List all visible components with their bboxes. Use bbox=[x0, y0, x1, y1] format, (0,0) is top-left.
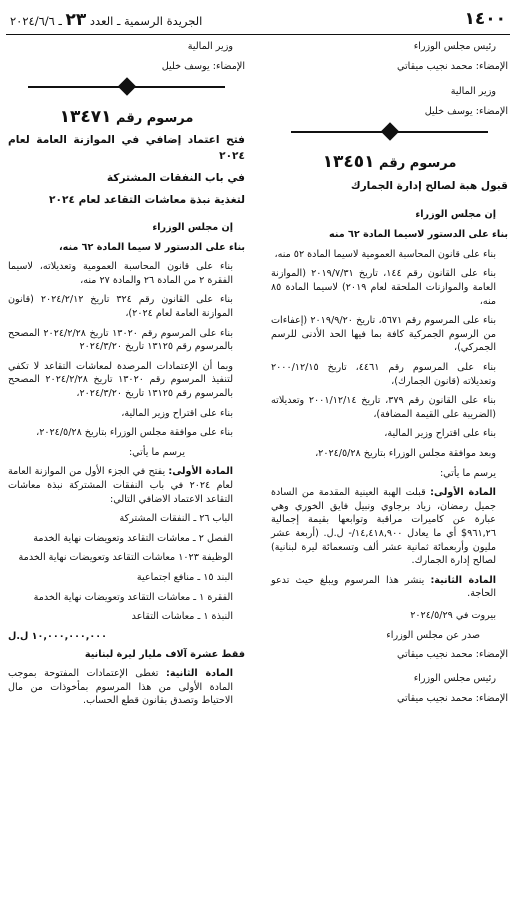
signature-title: وزير المالية bbox=[187, 41, 233, 52]
decree-title bbox=[8, 105, 245, 129]
preamble-paragraph: بناء على المرسوم رقم ١٣٠٢٠ تاريخ ٢٠٢٤/٢/٢٨ المصحح بالمرسوم رقم ١٣١٢٥ تاريخ ٢٠٢٤/٣/٢٠ bbox=[8, 327, 234, 353]
left-column bbox=[8, 40, 245, 714]
preamble-paragraph: بناء على القانون رقم ٣٢٤ تاريخ ٢٠٢٤/٢/١٢ (قانون الموازنة العامة لعام ٢٠٢٤)، bbox=[8, 294, 233, 319]
signature-name: الإمضاء: يوسف خليل bbox=[161, 60, 245, 72]
article-two bbox=[8, 667, 245, 708]
journal-title bbox=[10, 8, 202, 32]
constitution-basis: بناء على الدستور لا سيما المادة ٦٢ منه، bbox=[59, 241, 245, 253]
header-rule bbox=[6, 34, 510, 35]
decree-title bbox=[271, 150, 508, 174]
signature-title: رئيس مجلس الوزراء bbox=[413, 41, 496, 52]
preamble-paragraph: بناء على قانون المحاسبة العمومية وتعديلاته، لاسيما الفقرة ٢ من المادة ٢٦ والمادة ٢٧ منه، bbox=[8, 261, 233, 286]
amount-words: فقط عشرة آلاف مليار ليرة لبنانية bbox=[84, 648, 245, 660]
constitution-basis: بناء على الدستور لاسيما المادة ٦٢ منه bbox=[329, 229, 508, 241]
amount-figure bbox=[8, 630, 107, 644]
decree-subject-line: فتح اعتماد إضافي في الموازنة العامة لعام ٢٠٢٤ bbox=[8, 134, 245, 163]
preamble-paragraph: وبعد موافقة مجلس الوزراء بتاريخ ٢٠٢٤/٥/٢٨، bbox=[315, 447, 496, 459]
article-label: المادة الثانية: bbox=[430, 574, 496, 586]
section-divider bbox=[8, 79, 245, 95]
intro-line: إن مجلس الوزراء bbox=[152, 221, 233, 233]
preamble-paragraph: بناء على اقتراح وزير المالية، bbox=[121, 407, 233, 419]
preamble-paragraph: بناء على القانون رقم ١٤٤، تاريخ ٢٠١٩/٧/٣١ (الموازنة العامة والموازنات الملحقة لعام ٢٠١٩) لاسيما المادة ٨٥ منه، bbox=[271, 268, 497, 307]
decree-subject: قبول هبة لصالح إدارة الجمارك bbox=[350, 179, 508, 192]
preamble-paragraph: وبما أن الإعتمادات المرصدة لمعاشات التقاعد لا تكفي لتنفيذ المرسوم رقم ١٣٠٢٠ تاريخ ٢٠٢٤/٢/٢٨ المصحح بالمرسوم رقم ١٣١٢٥ تاريخ ٢٠٢٤/٣/٢٠، bbox=[8, 360, 233, 399]
amount-unit: ل.ل bbox=[8, 630, 29, 642]
budget-line: الفقرة ١ ـ معاشات التقاعد وتعويضات نهاية الخدمة bbox=[33, 591, 233, 603]
preamble-paragraph: بناء على المرسوم رقم ٥٦٧١، تاريخ ٢٠١٩/٩/٢٠ (إعفاءات من الرسوم الجمركية كافة بما فيها الحد الأدنى للرسم الجمركي)، bbox=[271, 315, 496, 354]
article-one bbox=[8, 465, 245, 506]
issued-by: صدر عن مجلس الوزراء bbox=[386, 629, 480, 641]
journal-name: الجريدة الرسمية ـ العدد bbox=[89, 14, 203, 28]
place-date: بيروت في ٢٠٢٤/٥/٢٩ bbox=[410, 610, 496, 622]
issue-date: ـ ٢٠٢٤/٦/٦ bbox=[10, 14, 62, 28]
diamond-ornament-icon bbox=[117, 78, 135, 96]
section-divider bbox=[271, 124, 508, 140]
article-text: ينشر هذا المرسوم ويبلغ حيث تدعو الحاجة. bbox=[271, 574, 496, 600]
article-two bbox=[271, 574, 508, 601]
signature-name: الإمضاء: يوسف خليل bbox=[424, 105, 508, 117]
preamble-paragraph: بناء على قانون المحاسبة العمومية لاسيما المادة ٥٢ منه، bbox=[274, 248, 496, 260]
article-label: المادة الأولى: bbox=[430, 487, 496, 499]
signature-name: الإمضاء: محمد نجيب ميقاتي bbox=[397, 649, 508, 661]
budget-line: النبذة ١ ـ معاشات التقاعد bbox=[131, 611, 233, 623]
decree-number: ١٣٤٧١ bbox=[59, 107, 112, 128]
article-text: يفتح في الجزء الأول من الموازنة العامة لعام ٢٠٢٤ في باب النفقات المشتركة نبذة معاشات التقاعد الاعتماد الاضافي التالي: bbox=[8, 466, 233, 505]
page-number: ١٤٠٠ bbox=[464, 9, 506, 29]
signature-name: الإمضاء: محمد نجيب ميقاتي bbox=[397, 60, 508, 72]
article-one bbox=[271, 486, 508, 568]
article-label: المادة الأولى: bbox=[168, 466, 233, 478]
preamble-paragraph: بناء على المرسوم رقم ٤٤٦١، تاريخ ٢٠٠٠/١٢/١٥ وتعديلاته (قانون الجمارك)، bbox=[271, 361, 496, 387]
article-text: تغطى الإعتمادات المفتوحة بموجب المادة الأولى من هذا المرسوم بمأخوذات من مال الاحتياط وتصدق بقانون قطع الحساب. bbox=[8, 668, 233, 707]
issue-number: ٢٣ bbox=[65, 10, 87, 30]
page-header bbox=[6, 4, 510, 34]
budget-line: البند ١٥ ـ منافع اجتماعية bbox=[136, 572, 233, 584]
budget-line: الوظيفة ١٠٢٣ معاشات التقاعد وتعويضات نهاية الخدمة bbox=[18, 552, 233, 564]
article-text: قبلت الهبة العينية المقدمة من السادة جميل رمضان، زياد برجاوي ونبيل فايق الخوري وهي عبارة عن كاميرات مراقبة وتوابعها بقيمة إجمالية ٩٦١,٢٦$ أي ما يعادل ١٤,٤١٨,٩٠٠/- ل.ل. (أربعة عشر مليون وأربعمائة ثمانية عشر ألف وتسعمائة ليرة لبنانية) لصالح إدارة الجمارك. bbox=[271, 487, 496, 567]
decree-number: ١٣٤٥١ bbox=[322, 152, 375, 173]
decree-label: مرسوم رقم bbox=[116, 111, 194, 127]
signature-title: وزير المالية bbox=[450, 86, 496, 98]
signature-name: الإمضاء: محمد نجيب ميقاتي bbox=[397, 692, 508, 704]
amount-row bbox=[8, 630, 245, 644]
budget-line: الفصل ٢ ـ معاشات التقاعد وتعويضات نهاية الخدمة bbox=[33, 532, 233, 544]
intro-line: إن مجلس الوزراء bbox=[415, 209, 496, 221]
decree-subject-line: في باب النفقات المشتركة bbox=[106, 172, 245, 185]
decree-label: مرسوم رقم bbox=[379, 156, 457, 172]
decrees-line: يرسم ما يأتي: bbox=[439, 467, 496, 479]
decree-subject-line: لتغذية نبذة معاشات التقاعد لعام ٢٠٢٤ bbox=[49, 194, 245, 207]
budget-line: الباب ٢٦ ـ النفقات المشتركة bbox=[119, 513, 233, 525]
article-label: المادة الثانية: bbox=[166, 668, 233, 680]
preamble-paragraph: بناء على موافقة مجلس الوزراء بتاريخ ٢٠٢٤/٥/٢٨، bbox=[36, 427, 233, 439]
preamble-paragraph: بناء على اقتراح وزير المالية، bbox=[384, 428, 496, 440]
preamble-paragraph: بناء على القانون رقم ٣٧٩، تاريخ ٢٠٠١/١٢/١٤ وتعديلاته (الضريبة على القيمة المضافة)، bbox=[271, 395, 496, 420]
diamond-ornament-icon bbox=[380, 123, 398, 141]
amount-value: ١٠,٠٠٠,٠٠٠,٠٠٠ bbox=[31, 630, 107, 642]
decrees-line: يرسم ما يأتي: bbox=[128, 446, 185, 458]
signature-title: رئيس مجلس الوزراء bbox=[413, 672, 496, 684]
right-column bbox=[271, 40, 508, 711]
